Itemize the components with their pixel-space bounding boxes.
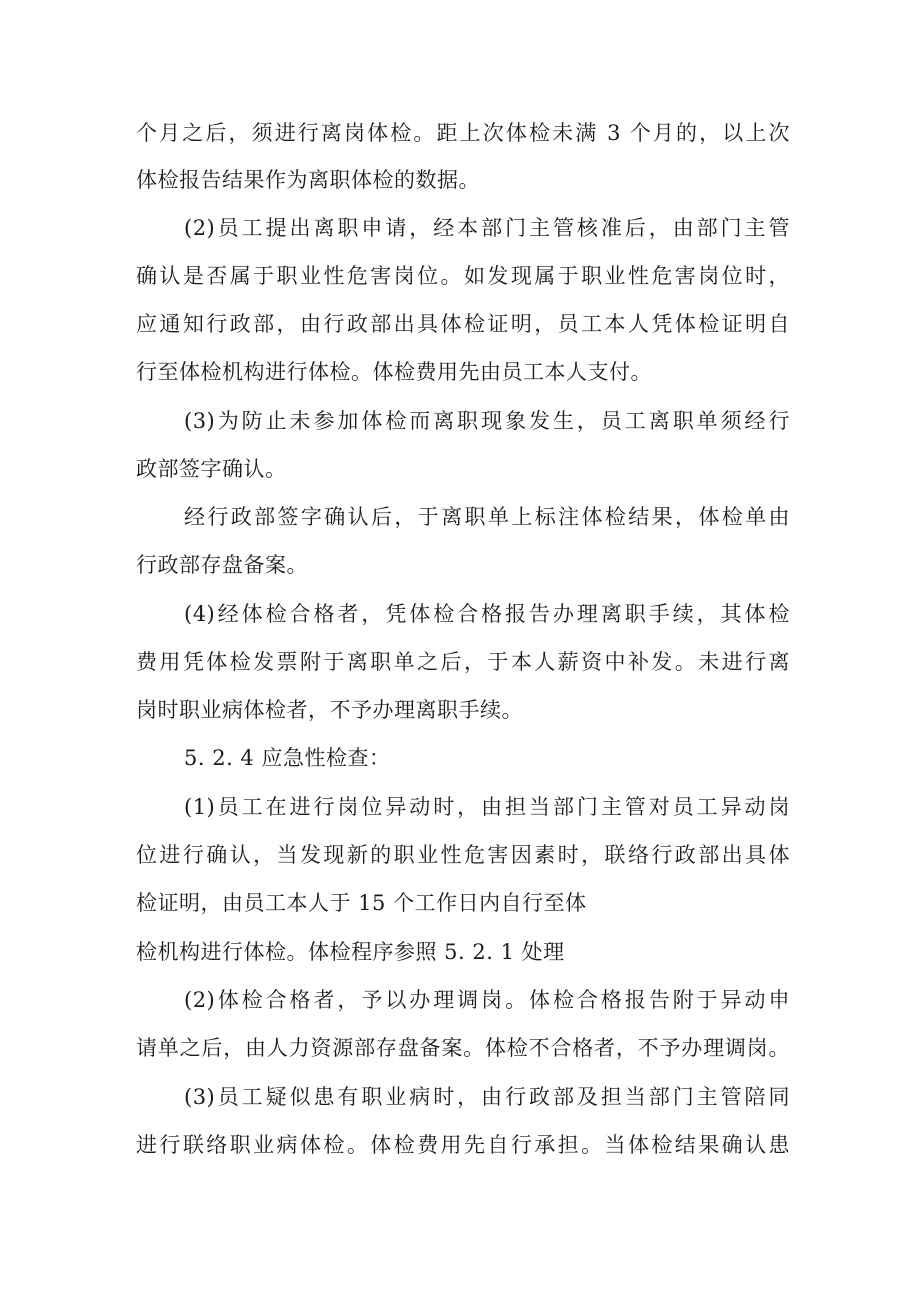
text-line: 体检报告结果作为离职体检的数据。 (136, 168, 480, 192)
paragraph-start-line: (4)经体检合格者，凭体检合格报告办理离职手续，其体检 (184, 602, 790, 626)
paragraph-start-line: (1)员工在进行岗位异动时，由担当部门主管对员工异动岗 (184, 795, 790, 819)
paragraph-start-line: (2)体检合格者，予以办理调岗。体检合格报告附于异动申 (184, 988, 790, 1012)
text-line: 个月之后，须进行离岗体检。距上次体检未满 3 个月的，以上次 (136, 121, 790, 145)
text-line: 行至体检机构进行体检。体检费用先由员工本人支付。 (136, 360, 652, 384)
text-line: 费用凭体检发票附于离职单之后，于本人薪资中补发。未进行离 (136, 650, 790, 674)
text-line: 位进行确认，当发现新的职业性危害因素时，联络行政部出具体 (136, 843, 790, 867)
text-line: 政部签字确认。 (136, 457, 287, 481)
text-line: 检证明，由员工本人于 15 个工作日内自行至体 (136, 891, 587, 915)
paragraph-start-line: 经行政部签字确认后，于离职单上标注体检结果，体检单由 (184, 505, 790, 529)
paragraph-start-line: (3)员工疑似患有职业病时，由行政部及担当部门主管陪同 (184, 1085, 790, 1109)
text-line: 检机构进行体检。体检程序参照 5. 2. 1 处理 (136, 940, 565, 964)
paragraph-start-line: (2)员工提出离职申请，经本部门主管核准后，由部门主管 (184, 216, 790, 240)
section-heading: 5. 2. 4 应急性检查： (184, 746, 391, 770)
text-line: 行政部存盘备案。 (136, 553, 308, 577)
text-line: 请单之后，由人力资源部存盘备案。体检不合格者，不予办理调岗。 (136, 1036, 790, 1060)
text-line: 确认是否属于职业性危害岗位。如发现属于职业性危害岗位时， (136, 264, 790, 288)
paragraph-start-line: (3)为防止未参加体检而离职现象发生，员工离职单须经行 (184, 409, 790, 433)
text-line: 应通知行政部，由行政部出具体检证明，员工本人凭体检证明自 (136, 312, 790, 336)
text-line: 进行联络职业病体检。体检费用先自行承担。当体检结果确认患 (136, 1133, 790, 1157)
text-line: 岗时职业病体检者，不予办理离职手续。 (136, 698, 523, 722)
